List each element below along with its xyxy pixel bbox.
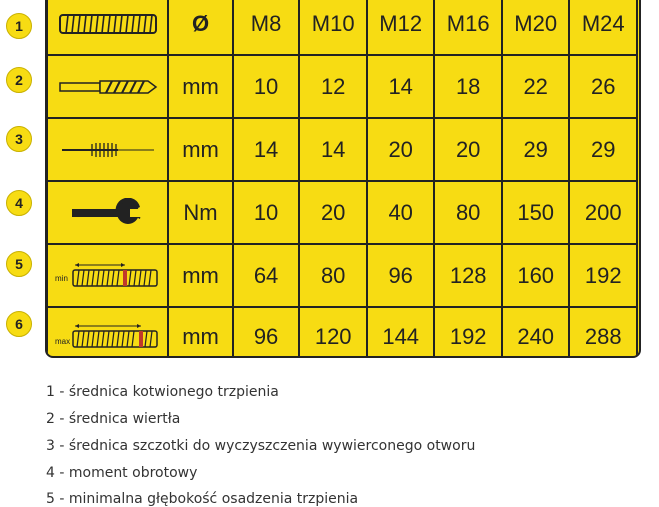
legend-item-3: 3 - średnica szczotki do wyczyszczenia wywierconego otworu xyxy=(46,438,476,454)
table-row xyxy=(47,55,637,118)
unit-label: mm xyxy=(168,307,232,358)
size-header-m20: M20 xyxy=(502,0,570,55)
table-cell: 10 xyxy=(233,181,300,244)
row-badge-1: 1 xyxy=(6,13,32,39)
table-cell: 29 xyxy=(569,118,637,181)
legend-item-2: 2 - średnica wiertła xyxy=(46,411,181,427)
row-badge-5: 5 xyxy=(6,251,32,277)
unit-label: mm xyxy=(168,244,232,307)
unit-label: Nm xyxy=(168,181,232,244)
table-cell: 40 xyxy=(367,181,435,244)
size-header-m10: M10 xyxy=(299,0,367,55)
table-cell: 150 xyxy=(502,181,570,244)
table-cell: 14 xyxy=(299,118,367,181)
table-cell: 12 xyxy=(299,55,367,118)
table-cell: 29 xyxy=(502,118,570,181)
legend-item-1: 1 - średnica kotwionego trzpienia xyxy=(46,384,279,400)
spec-table xyxy=(46,0,638,358)
drill-bit-icon xyxy=(47,55,168,118)
table-cell: 96 xyxy=(233,307,300,358)
table-cell: 160 xyxy=(502,244,570,307)
size-header-m8: M8 xyxy=(233,0,300,55)
table-cell: 144 xyxy=(367,307,435,358)
table-header-row xyxy=(47,0,637,55)
table-cell: 20 xyxy=(367,118,435,181)
max-depth-rod-icon xyxy=(47,307,168,358)
size-header-m24: M24 xyxy=(569,0,637,55)
table-cell: 22 xyxy=(502,55,570,118)
legend-item-4: 4 - moment obrotowy xyxy=(46,465,198,481)
table-cell: 80 xyxy=(434,181,502,244)
min-depth-rod-icon xyxy=(47,244,168,307)
table-cell: 120 xyxy=(299,307,367,358)
min-label: min xyxy=(54,273,68,283)
table-cell: 96 xyxy=(367,244,435,307)
table-cell: 18 xyxy=(434,55,502,118)
table-cell: 10 xyxy=(233,55,300,118)
table-cell: 14 xyxy=(367,55,435,118)
wrench-icon xyxy=(47,181,168,244)
unit-label: mm xyxy=(168,55,232,118)
table-cell: 128 xyxy=(434,244,502,307)
row-badge-6: 6 xyxy=(6,311,32,337)
unit-label: mm xyxy=(168,118,232,181)
table-cell: 240 xyxy=(502,307,570,358)
table-cell: 192 xyxy=(434,307,502,358)
table-cell: 80 xyxy=(299,244,367,307)
threaded-rod-icon xyxy=(47,0,168,55)
table-cell: 20 xyxy=(299,181,367,244)
table-cell: 288 xyxy=(569,307,637,358)
table-row xyxy=(47,181,637,244)
table-cell: 26 xyxy=(569,55,637,118)
table-cell: 64 xyxy=(233,244,300,307)
size-header-m16: M16 xyxy=(434,0,502,55)
legend-item-5: 5 - minimalna głębokość osadzenia trzpienia xyxy=(46,491,359,507)
row-badge-4: 4 xyxy=(6,190,32,216)
anchor-spec-table xyxy=(45,0,641,358)
row-badge-2: 2 xyxy=(6,67,32,93)
cleaning-brush-icon xyxy=(47,118,168,181)
table-cell: 20 xyxy=(434,118,502,181)
diameter-symbol: Ø xyxy=(168,0,232,55)
table-row xyxy=(47,244,637,307)
max-label: max xyxy=(54,337,70,346)
table-row xyxy=(47,307,637,358)
table-row xyxy=(47,118,637,181)
table-cell: 192 xyxy=(569,244,637,307)
table-cell: 200 xyxy=(569,181,637,244)
size-header-m12: M12 xyxy=(367,0,435,55)
table-cell: 14 xyxy=(233,118,300,181)
row-badge-3: 3 xyxy=(6,126,32,152)
